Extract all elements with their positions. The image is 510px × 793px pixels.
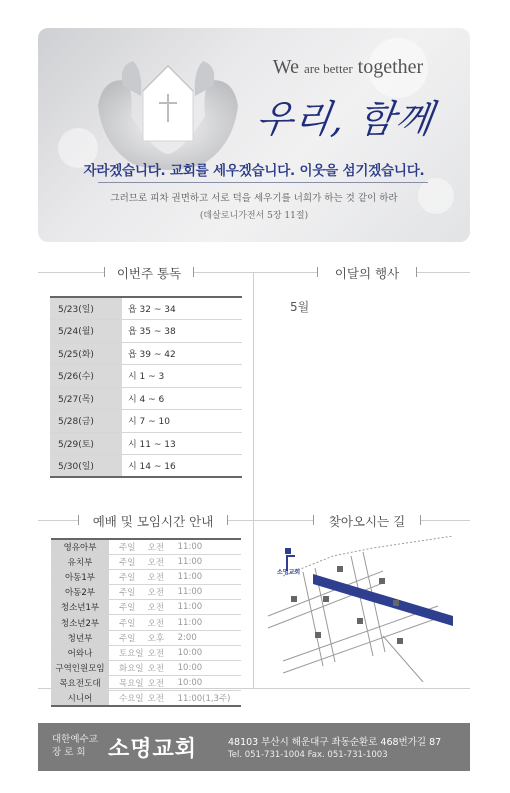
schedule-time: 11:00 [177, 541, 203, 552]
schedule-day: 주일 [119, 618, 136, 629]
section-title-directions: 찾아오시는 길 [313, 512, 421, 530]
schedule-row [51, 615, 241, 630]
schedule-time: 10:00 [177, 678, 203, 689]
reading-row [50, 410, 242, 433]
schedule-day: 수요일 [119, 694, 144, 705]
schedule-time: 2:00 [177, 632, 197, 643]
contact-numbers: Tel. 051-731-1004 Fax. 051-731-1003 [228, 750, 388, 760]
schedule-ampm: 오전 [147, 557, 165, 568]
reading-row [50, 387, 242, 410]
schedule-day: 주일 [119, 603, 136, 614]
schedule-day: 목요일 [119, 679, 144, 690]
tagline-end: together [357, 56, 424, 78]
schedule-ampm: 오전 [147, 618, 165, 629]
reading-passage: 시 11 ~ 13 [128, 439, 176, 450]
schedule-time: 11:00 [177, 571, 203, 582]
schedule-ampm: 오후 [147, 633, 165, 644]
schedule-ampm: 오전 [147, 648, 165, 659]
schedule-table [51, 538, 241, 707]
schedule-time: 11:00(1,3주) [177, 694, 231, 705]
events-month: 5월 [290, 300, 310, 314]
schedule-row [51, 630, 241, 645]
tagline-mid: are better [303, 61, 353, 76]
reading-date: 5/30(일) [50, 455, 122, 478]
schedule-ampm: 오전 [147, 542, 165, 553]
reading-date: 5/24(월) [50, 320, 122, 343]
schedule-row [51, 585, 241, 600]
schedule-group: 어와나 [51, 645, 109, 660]
schedule-group: 영유아부 [51, 539, 109, 554]
schedule-day: 주일 [119, 557, 136, 568]
schedule-time: 11:00 [177, 556, 203, 567]
schedule-row [51, 600, 241, 615]
schedule-time: 10:00 [177, 647, 203, 658]
calligraphy-title: 우리, 함께 [253, 97, 437, 141]
schedule-day: 주일 [119, 633, 136, 644]
church-name: 소명교회 [108, 737, 198, 762]
reading-row [50, 320, 242, 343]
reading-row [50, 432, 242, 455]
section-title-schedule: 예배 및 모임시간 안내 [78, 512, 228, 530]
schedule-ampm: 오전 [147, 588, 165, 599]
schedule-group: 목요전도대 [51, 676, 109, 691]
footer [38, 723, 470, 771]
reading-date: 5/28(금) [50, 410, 122, 433]
reading-date: 5/27(목) [50, 387, 122, 410]
schedule-row [51, 676, 241, 691]
denomination-line1: 대한예수교 [52, 734, 98, 745]
schedule-row [51, 661, 241, 676]
reading-date: 5/25(화) [50, 342, 122, 365]
bible-verse: 그러므로 피차 권면하고 서로 덕을 세우기를 너희가 하는 것 같이 하라 [110, 193, 398, 204]
schedule-group: 청년부 [51, 630, 109, 645]
banner [38, 28, 470, 242]
tagline [248, 56, 448, 79]
schedule-day: 주일 [119, 572, 136, 583]
location-map [263, 536, 463, 682]
reading-date: 5/23(일) [50, 297, 122, 320]
schedule-day: 주일 [119, 542, 136, 553]
schedule-time: 11:00 [177, 587, 203, 598]
schedule-row [51, 645, 241, 660]
column-divider [253, 272, 254, 688]
tagline-we: We [272, 56, 299, 78]
schedule-day: 화요일 [119, 664, 144, 675]
reading-row [50, 455, 242, 478]
reading-date: 5/26(수) [50, 365, 122, 388]
schedule-day: 주일 [119, 588, 136, 599]
schedule-row [51, 569, 241, 584]
schedule-group: 아동1부 [51, 569, 109, 584]
schedule-group: 시니어 [51, 691, 109, 706]
schedule-ampm: 오전 [147, 694, 165, 705]
reading-passage: 욥 32 ~ 34 [128, 305, 176, 315]
reading-row [50, 365, 242, 388]
schedule-row [51, 554, 241, 569]
reading-passage: 시 1 ~ 3 [128, 372, 165, 383]
section-title-reading: 이번주 통독 [104, 264, 194, 282]
schedule-row [51, 539, 241, 554]
schedule-time: 11:00 [177, 617, 203, 628]
schedule-ampm: 오전 [147, 572, 165, 583]
schedule-group: 청소년1부 [51, 600, 109, 615]
schedule-group: 청소년2부 [51, 615, 109, 630]
schedule-ampm: 오전 [147, 664, 165, 675]
schedule-time: 10:00 [177, 663, 203, 674]
reading-row [50, 342, 242, 365]
schedule-ampm: 오전 [147, 679, 165, 690]
hands-holding-church-icon [93, 36, 243, 176]
reading-passage: 시 4 ~ 6 [128, 394, 165, 405]
schedule-day: 토요일 [119, 648, 144, 659]
reading-passage: 시 14 ~ 16 [128, 462, 176, 472]
divider [98, 182, 428, 183]
schedule-group: 유치부 [51, 554, 109, 569]
denomination [52, 733, 108, 759]
section-title-events: 이달의 행사 [317, 264, 417, 282]
reading-date: 5/29(토) [50, 432, 122, 455]
schedule-group: 구역인원모임 [51, 661, 109, 676]
schedule-time: 11:00 [177, 602, 203, 613]
motto: 자라겠습니다. 교회를 세우겠습니다. 이웃을 섬기겠습니다. [83, 163, 425, 179]
bible-verse-reference: (데살로니가전서 5장 11절) [199, 211, 309, 221]
schedule-group: 아동2부 [51, 585, 109, 600]
schedule-row [51, 691, 241, 706]
reading-passage: 욥 35 ~ 38 [128, 327, 176, 338]
schedule-ampm: 오전 [147, 603, 165, 614]
map-church-label: 소명교회 [277, 569, 301, 576]
reading-passage: 욥 39 ~ 42 [128, 349, 176, 360]
denomination-line2: 장 로 회 [52, 747, 86, 758]
reading-table [50, 296, 242, 478]
address: 48103 부산시 해운대구 좌동순환로 468번가길 87 [228, 737, 442, 748]
reading-row [50, 297, 242, 320]
reading-passage: 시 7 ~ 10 [128, 417, 170, 428]
